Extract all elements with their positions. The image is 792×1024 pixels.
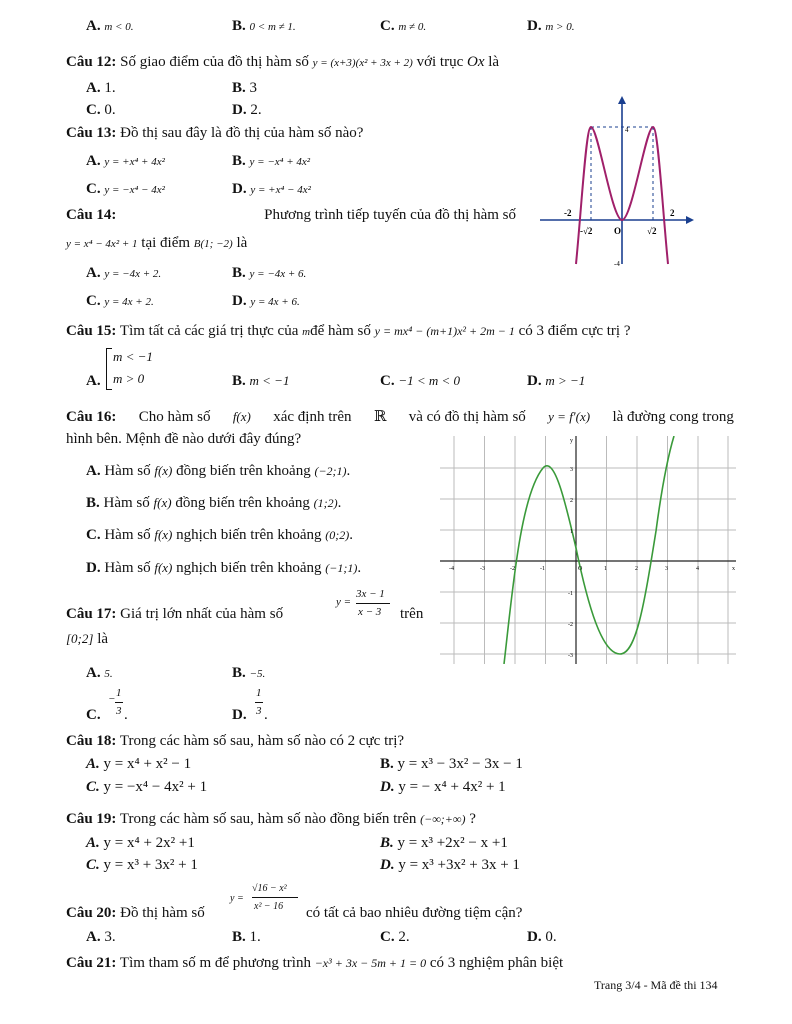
q13-y-arrow bbox=[618, 96, 626, 104]
q16-ytick-3: -1 bbox=[568, 591, 573, 597]
q15-option-d: D. m > −1 bbox=[527, 373, 586, 389]
q13-tick-neg2: -2 bbox=[564, 208, 572, 218]
q13-x-arrow bbox=[686, 216, 694, 224]
q13-option-d: D. y = +x⁴ − 4x² bbox=[232, 181, 311, 197]
q16-question: Câu 16: Cho hàm số f(x) xác định trên ℝ và có đồ thị hàm số y = f′(x) là đường cong trong bbox=[66, 409, 734, 425]
q15-option-c: C. −1 < m < 0 bbox=[380, 373, 461, 389]
q17-option-c: C. − 1 3 . bbox=[86, 687, 128, 723]
q18-option-c: C. y = −x⁴ − 4x² + 1 bbox=[86, 779, 208, 795]
q17-option-a: A. 5. bbox=[86, 665, 113, 681]
q16-origin: O bbox=[578, 566, 583, 572]
q20-question-end: có tất cả bao nhiêu đường tiệm cận? bbox=[306, 905, 523, 921]
q18-option-a: A. y = x⁴ + x² − 1 bbox=[86, 756, 192, 772]
q15-question: Câu 15: Tìm tất cả các giá trị thực của mđể hàm số y = mx⁴ − (m+1)x² + 2m − 1 có 3 điểm cực trị ? bbox=[66, 323, 631, 339]
q16-xtick-0: -4 bbox=[449, 566, 454, 572]
q12-option-a: A. 1. bbox=[86, 80, 116, 96]
q18-option-d: D. y = − x⁴ + 4x² + 1 bbox=[380, 779, 506, 795]
q16-ytick-5: -3 bbox=[568, 653, 573, 659]
q16-ytick-4: -2 bbox=[568, 622, 573, 628]
q14-question-line2: y = x⁴ − 4x² + 1 tại điểm B(1; −2) là bbox=[66, 235, 248, 251]
q11-option-a: A. m < 0. bbox=[86, 18, 134, 34]
q20-formula: y = √16 − x² x² − 16 bbox=[230, 880, 306, 920]
q19-option-c: C. y = x³ + 3x² + 1 bbox=[86, 857, 198, 873]
q14-option-c: C. y = 4x + 2. bbox=[86, 293, 154, 309]
q13-tick-yneg4: -4 bbox=[614, 260, 620, 268]
q16-xtick-3: -1 bbox=[540, 566, 545, 572]
q16-y-label: y bbox=[570, 438, 573, 444]
q16-xtick-6: 3 bbox=[665, 566, 668, 572]
q13-option-a: A. y = +x⁴ + 4x² bbox=[86, 153, 165, 169]
q14-question: Câu 14: Phương trình tiếp tuyến của đồ thị hàm số bbox=[66, 207, 516, 223]
q14-option-b: B. y = −4x + 6. bbox=[232, 265, 307, 281]
page-footer: Trang 3/4 - Mã đề thi 134 bbox=[594, 978, 718, 992]
q15-bracket bbox=[106, 348, 112, 390]
q16-option-a: A. Hàm số f(x) đồng biến trên khoảng (−2;1). bbox=[86, 463, 351, 479]
q13-graph bbox=[536, 92, 696, 272]
q17-option-b: B. −5. bbox=[232, 665, 266, 681]
q17-option-d: D. 1 3 . bbox=[232, 687, 268, 723]
q13-tick-y4: 4 bbox=[625, 126, 629, 134]
q13-tick-sqrt2: √2 bbox=[647, 226, 657, 236]
q16-xtick-7: 4 bbox=[696, 566, 699, 572]
q20-question: Câu 20: Đồ thị hàm số bbox=[66, 905, 205, 921]
q15-option-a: A. m < −1 m > 0 bbox=[86, 349, 153, 389]
q13-origin: O bbox=[614, 226, 622, 236]
q13-tick-negsqrt2: -√2 bbox=[580, 226, 593, 236]
q12-question: Câu 12: Số giao điểm của đồ thị hàm số y = (x+3)(x² + 3x + 2) với trục Ox là bbox=[66, 54, 500, 70]
q16-grid bbox=[440, 436, 736, 664]
q16-ytick-1: 2 bbox=[570, 498, 573, 504]
q16-question-line2: hình bên. Mệnh đề nào dưới đây đúng? bbox=[66, 431, 302, 447]
q13-tick-pos2: 2 bbox=[670, 208, 675, 218]
q19-option-a: A. y = x⁴ + 2x² +1 bbox=[86, 835, 195, 851]
q20-option-a: A. 3. bbox=[86, 929, 116, 945]
q16-xtick-1: -3 bbox=[480, 566, 485, 572]
q16-xtick-2: -2 bbox=[510, 566, 515, 572]
q15-option-b: B. m < −1 bbox=[232, 373, 290, 389]
q20-option-b: B. 1. bbox=[232, 929, 261, 945]
q17-question: Câu 17: Giá trị lớn nhất của hàm số bbox=[66, 606, 284, 622]
q20-option-c: C. 2. bbox=[380, 929, 410, 945]
q19-question: Câu 19: Trong các hàm số sau, hàm số nào đồng biến trên (−∞;+∞) ? bbox=[66, 811, 476, 827]
q17-text-tren: trên bbox=[400, 606, 424, 622]
q16-option-c: C. Hàm số f(x) nghịch biến trên khoảng (0;2). bbox=[86, 527, 354, 543]
q20-option-d: D. 0. bbox=[527, 929, 557, 945]
q17-question-line2: [0;2] là bbox=[66, 631, 109, 647]
q11-option-b: B. 0 < m ≠ 1. bbox=[232, 18, 296, 34]
q16-x-label: x bbox=[732, 566, 735, 572]
q12-option-d: D. 2. bbox=[232, 102, 262, 118]
q16-option-b: B. Hàm số f(x) đồng biến trên khoảng (1;2). bbox=[86, 495, 342, 511]
q16-ytick-0: 3 bbox=[570, 467, 573, 473]
q16-graph bbox=[436, 436, 738, 664]
q16-xtick-4: 1 bbox=[604, 566, 607, 572]
q19-option-d: D. y = x³ +3x² + 3x + 1 bbox=[380, 857, 520, 873]
q13-question: Câu 13: Đồ thị sau đây là đồ thị của hàm số nào? bbox=[66, 125, 364, 141]
q17-formula: y = 3x − 1 x − 3 bbox=[336, 585, 396, 625]
q12-option-b: B. 3 bbox=[232, 80, 258, 96]
q13-option-b: B. y = −x⁴ + 4x² bbox=[232, 153, 311, 169]
q18-question: Câu 18: Trong các hàm số sau, hàm số nào có 2 cực trị? bbox=[66, 733, 405, 749]
q14-option-a: A. y = −4x + 2. bbox=[86, 265, 162, 281]
q19-option-b: B. y = x³ +2x² − x +1 bbox=[380, 835, 508, 851]
q21-question: Câu 21: Tìm tham số m để phương trình −x³ + 3x − 5m + 1 = 0 có 3 nghiệm phân biệt bbox=[66, 955, 564, 971]
q12-option-c: C. 0. bbox=[86, 102, 116, 118]
q16-option-d: D. Hàm số f(x) nghịch biến trên khoảng (−1;1). bbox=[86, 560, 362, 576]
q13-option-c: C. y = −x⁴ − 4x² bbox=[86, 181, 165, 197]
q16-ytick-2: 1 bbox=[570, 529, 573, 535]
q11-option-d: D. m > 0. bbox=[527, 18, 575, 34]
q18-option-b: B. y = x³ − 3x² − 3x − 1 bbox=[380, 756, 523, 772]
q16-xtick-5: 2 bbox=[635, 566, 638, 572]
q11-option-c: C. m ≠ 0. bbox=[380, 18, 427, 34]
q14-option-d: D. y = 4x + 6. bbox=[232, 293, 300, 309]
q16-curve bbox=[504, 436, 674, 664]
